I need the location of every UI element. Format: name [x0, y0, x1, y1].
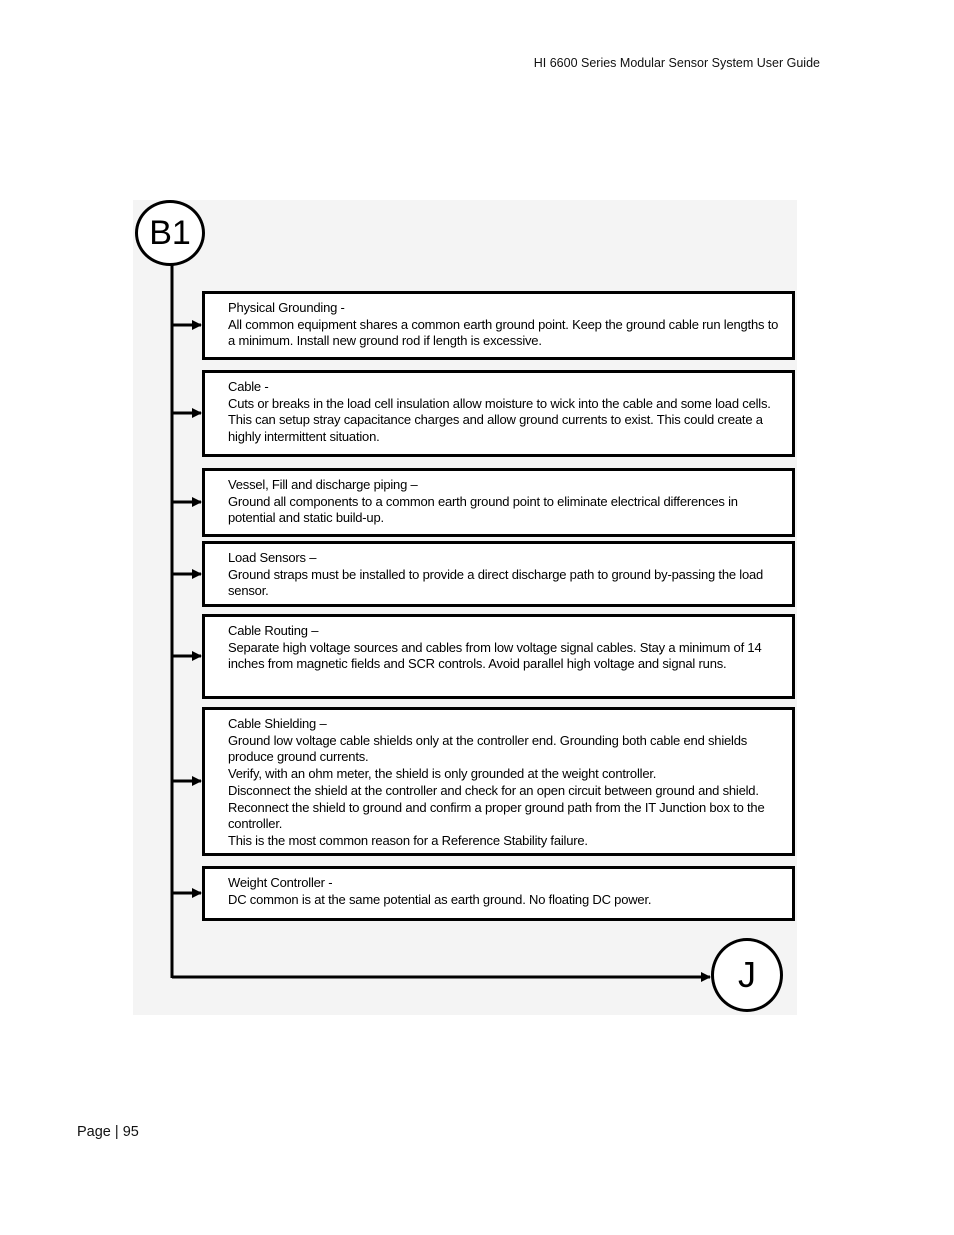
step-weight-controller	[202, 866, 795, 921]
step-physical-grounding	[202, 291, 795, 360]
start-connector-b1: B1	[135, 200, 205, 266]
step-text: Ground all components to a common earth ground point to eliminate electrical differences in potential and static build-up.	[228, 493, 738, 526]
page-header: HI 6600 Series Modular Sensor System User Guide	[533, 56, 820, 70]
step-text: Cuts or breaks in the load cell insulation allow moisture to wick into the cable and some load cells. This can setup stray capacitance charges and allow ground currents to exist. This could create a highly intermittent situation.	[228, 395, 771, 445]
step-text: Verify, with an ohm meter, the shield is only grounded at the weight controller.	[228, 766, 657, 782]
step-title: Vessel, Fill and discharge piping –	[228, 477, 418, 492]
step-load-sensors	[202, 541, 795, 607]
step-title: Cable Shielding –	[228, 716, 327, 731]
step-title: Weight Controller -	[228, 875, 333, 890]
step-cable-shielding	[202, 707, 795, 856]
end-connector-j: J	[711, 938, 783, 1012]
page-number: Page | 95	[77, 1124, 139, 1140]
step-text: Separate high voltage sources and cables from low voltage signal cables. Stay a minimum of 14 inches from magnetic fields and SCR controls. Avoid parallel high voltage and signal runs.	[228, 639, 762, 672]
step-text: Reconnect the shield to ground and confirm a proper ground path from the IT Junction box to the controller.	[228, 799, 765, 832]
step-title: Cable Routing –	[228, 623, 319, 638]
step-cable-routing	[202, 614, 795, 699]
step-text: Ground low voltage cable shields only at the controller end. Grounding both cable end shields produce ground currents.	[228, 732, 748, 765]
step-text: All common equipment shares a common earth ground point. Keep the ground cable run lengths to a minimum. Install new ground rod if length is excessive.	[228, 316, 779, 349]
step-title: Load Sensors –	[228, 550, 317, 565]
step-cable	[202, 370, 795, 457]
step-title: Physical Grounding -	[228, 300, 345, 315]
step-text: Ground straps must be installed to provide a direct discharge path to ground by-passing the load sensor.	[228, 566, 764, 599]
step-text: DC common is at the same potential as earth ground. No floating DC power.	[228, 891, 652, 907]
step-vessel-piping	[202, 468, 795, 537]
step-text: Disconnect the shield at the controller and check for an open circuit between ground and shield.	[228, 782, 759, 798]
step-title: Cable -	[228, 379, 269, 394]
step-text: This is the most common reason for a Reference Stability failure.	[228, 832, 588, 848]
